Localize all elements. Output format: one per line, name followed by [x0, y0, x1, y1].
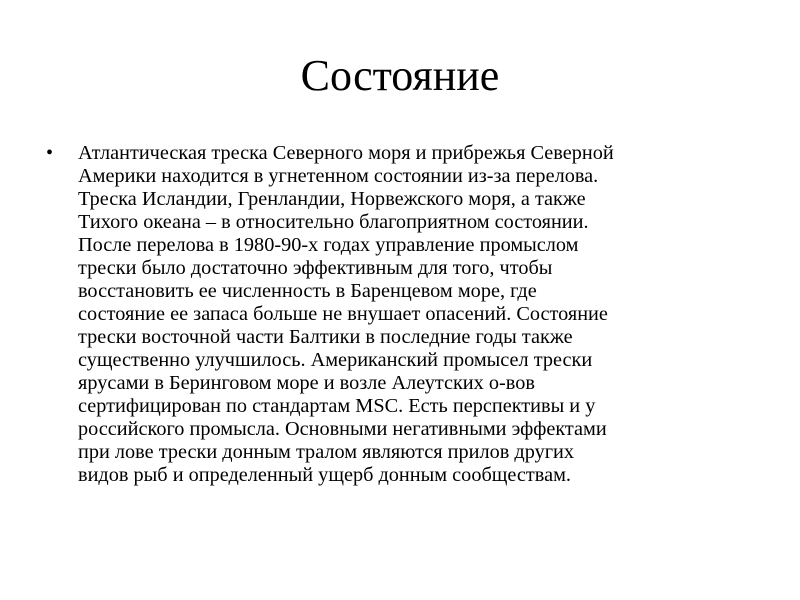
text-line: Америки находится в угнетенном состоянии из-за перелова. — [78, 165, 599, 187]
text-line: Треска Исландии, Гренландии, Норвежского моря, а также — [78, 188, 586, 210]
bullet-item — [40, 142, 760, 487]
text-line: состояние ее запаса больше не внушает опасений. Состояние — [78, 303, 608, 325]
text-line: Тихого океана – в относительно благоприятном состоянии. — [78, 211, 589, 233]
text-line: сертифицирован по стандартам MSC. Есть перспективы и у — [78, 395, 596, 417]
text-line: трески восточной части Балтики в последние годы также — [78, 326, 573, 348]
slide-body — [40, 142, 760, 487]
text-line: Атлантическая треска Северного моря и прибрежья Северной — [78, 142, 614, 164]
text-line: трески было достаточно эффективным для того, чтобы — [78, 257, 553, 279]
slide-title: Состояние — [300, 51, 500, 100]
text-line: российского промысла. Основными негативными эффектами — [78, 418, 607, 440]
bullet-icon: • — [46, 142, 54, 164]
bullet-text — [78, 142, 760, 487]
text-line: ярусами в Беринговом море и возле Алеутских о-вов — [78, 372, 535, 394]
text-line: После перелова в 1980-90-х годах управление промыслом — [78, 234, 579, 256]
text-line: существенно улучшилось. Американский промысел трески — [78, 349, 593, 371]
text-line: видов рыб и определенный ущерб донным сообществам. — [78, 464, 571, 486]
text-line: восстановить ее численность в Баренцевом море, где — [78, 280, 537, 302]
text-line: при лове трески донным тралом являются прилов других — [78, 441, 575, 463]
